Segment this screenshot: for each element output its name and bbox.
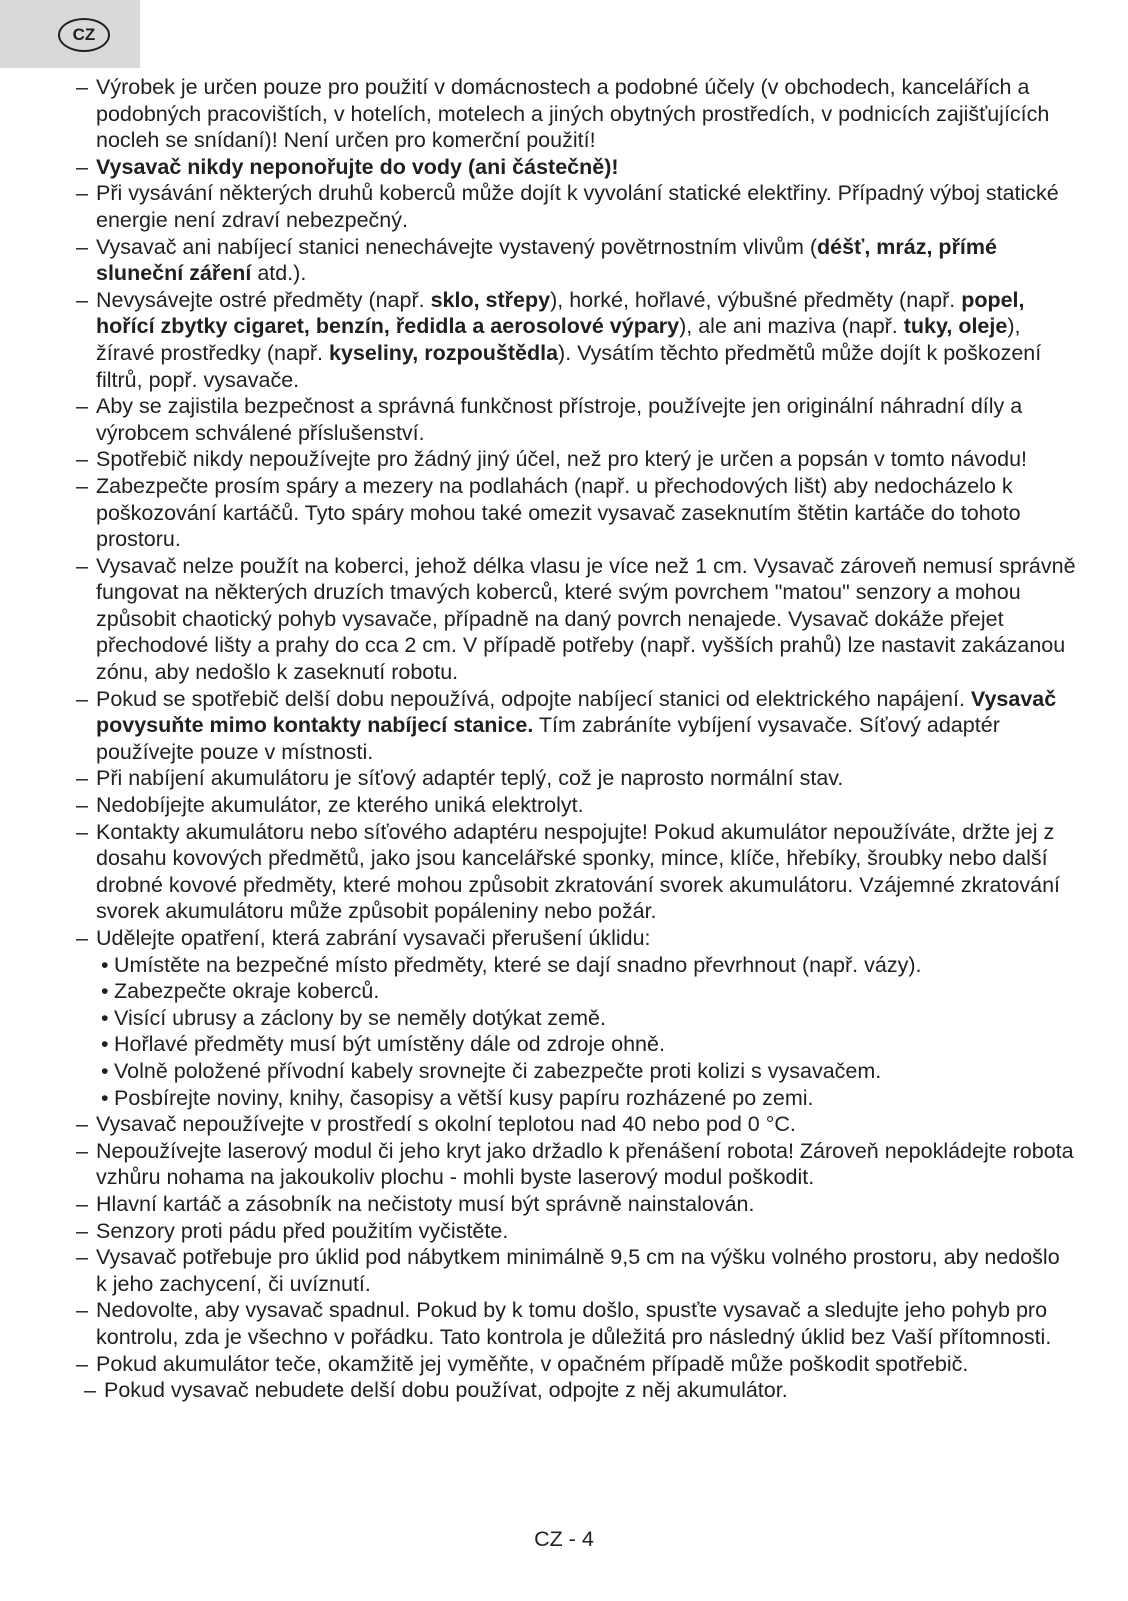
- list-item-text: Nepoužívejte laserový modul či jeho kryt jako držadlo k přenášení robota! Zároveň nepokládejte robota vzhůru nohama na jakoukoliv plochu - mohli byste laserový modul poškodit.: [96, 1138, 1074, 1190]
- list-item: [76, 792, 1076, 819]
- sub-list-item: [76, 978, 1076, 1005]
- list-item-text: Zabezpečte prosím spáry a mezery na podlahách (např. u přechodových lišt) aby nedocházelo k poškozování kartáčů. Tyto spáry mohou také omezit vysavač zaseknutím štětin kartáče do tohoto prostoru.: [96, 473, 1021, 552]
- dash-marker: –: [76, 819, 88, 844]
- dash-marker: –: [76, 473, 88, 498]
- list-item: [76, 1297, 1076, 1350]
- list-item: [76, 1351, 1076, 1378]
- list-item: [76, 180, 1076, 233]
- list-item: [76, 1111, 1076, 1138]
- dash-marker: –: [76, 1218, 88, 1243]
- dash-marker: –: [76, 1191, 88, 1216]
- sub-list-item-text: Umístěte na bezpečné místo předměty, které se dají snadno převrhnout (např. vázy).: [114, 952, 922, 977]
- bullet-marker: •: [101, 979, 109, 1004]
- sub-list-item-text: Hořlavé předměty musí být umístěny dále od zdroje ohně.: [114, 1032, 665, 1057]
- dash-marker: –: [76, 1112, 88, 1137]
- list-item: [76, 553, 1076, 686]
- dash-marker: –: [76, 234, 88, 259]
- list-item-text: Vysavač ani nabíjecí stanici nenechávejte vystavený povětrnostním vlivům (: [96, 234, 817, 259]
- sub-list-item: [76, 1031, 1076, 1058]
- bullet-marker: •: [101, 1058, 109, 1083]
- list-item-text: Výrobek je určen pouze pro použití v domácnostech a podobné účely (v obchodech, kancelářích a podobných pracovištích, v hotelích, motelech a jiných obytných prostředích, v podnicích zajišťujících nocleh se snídaní)! Není určen pro komerční použití!: [96, 75, 1050, 153]
- list-item-text: Spotřebič nikdy nepoužívejte pro žádný jiný účel, než pro který je určen a popsán v tomto návodu!: [96, 447, 1028, 472]
- sub-list-item: [76, 952, 1076, 979]
- list-item-text: Vysavač nelze použít na koberci, jehož délka vlasu je více než 1 cm. Vysavač zároveň nemusí správně fungovat na některých druzích tmavých koberců, které svým povrchem "matou" senzory a mohou způsobit chaotický pohyb vysavače, případně na daný povrch nenajede. Vysavač dokáže přejet přechodové lišty a prahy do cca 2 cm. V případě potřeby (např. vyšších prahů) lze nastavit zakázanou zónu, aby nedošlo k zaseknutí robotu.: [96, 553, 1076, 685]
- list-item-text: Tím zabráníte vybíjení vysavače. Síťový adaptér používejte pouze v místnosti.: [96, 713, 1000, 764]
- dash-marker: –: [76, 1138, 88, 1163]
- dash-marker: –: [84, 1378, 96, 1403]
- list-item: [76, 154, 1076, 181]
- list-item: [76, 1244, 1076, 1297]
- bullet-marker: •: [101, 1005, 109, 1030]
- list-item: [76, 446, 1076, 473]
- bold-text: kyseliny, rozpouštědla: [329, 340, 559, 365]
- list-item-text: Senzory proti pádu před použitím vyčistěte.: [96, 1218, 509, 1243]
- list-item: [76, 1218, 1076, 1245]
- list-item-text: Nevysávejte ostré předměty (např.: [96, 287, 431, 312]
- dash-marker: –: [76, 793, 88, 818]
- dash-marker: –: [76, 1351, 88, 1376]
- bold-text: Vysavač povysuňte mimo kontakty nabíjecí stanice.: [96, 686, 1057, 738]
- bullet-marker: •: [101, 952, 109, 977]
- dash-marker: –: [76, 1245, 88, 1270]
- list-item-text: Při nabíjení akumulátoru je síťový adaptér teplý, což je naprosto normální stav.: [96, 766, 844, 791]
- safety-instructions: [76, 74, 1076, 1404]
- list-item-text: Při vysávání některých druhů koberců může dojít k vyvolání statické elektřiny. Případný výboj statické energie není zdraví nebezpečný.: [96, 181, 1059, 232]
- sub-list-item-text: Zabezpečte okraje koberců.: [114, 979, 380, 1004]
- list-item-text: Udělejte opatření, která zabrání vysavači přerušení úklidu:: [96, 926, 651, 950]
- dash-marker: –: [76, 447, 88, 472]
- list-item-text: Pokud vysavač nebudete delší dobu používat, odpojte z něj akumulátor.: [104, 1378, 788, 1403]
- list-item: [76, 473, 1076, 553]
- list-item-text: ), ale ani maziva (např.: [679, 314, 904, 339]
- list-item: [76, 1377, 1076, 1404]
- language-badge: CZ: [58, 18, 110, 52]
- list-item-text: Vysavač nepoužívejte v prostředí s okolní teplotou nad 40 nebo pod 0 °C.: [96, 1112, 796, 1137]
- dash-marker: –: [76, 394, 88, 419]
- bold-text: Vysavač nikdy neponořujte do vody (ani částečně)!: [96, 154, 619, 179]
- dash-marker: –: [76, 75, 88, 99]
- instruction-list-continued: [76, 1111, 1076, 1377]
- sub-list-item-text: Posbírejte noviny, knihy, časopisy a větší kusy papíru rozházené po zemi.: [114, 1085, 814, 1110]
- list-item-text: Nedovolte, aby vysavač spadnul. Pokud by k tomu došlo, spusťte vysavač a sledujte jeho pohyb pro kontrolu, zda je všechno v pořádku. Tato kontrola je důležitá pro následný úklid bez Vaší přítomnosti.: [96, 1298, 1052, 1349]
- dash-marker: –: [76, 766, 88, 791]
- sub-list-item-text: Volně položené přívodní kabely srovnejte či zabezpečte proti kolizi s vysavačem.: [114, 1058, 882, 1083]
- bold-text: popel, hořící zbytky cigaret, benzín, ředidla a aerosolové výpary: [96, 287, 1025, 339]
- list-item-text: Kontakty akumulátoru nebo síťového adaptéru nespojujte! Pokud akumulátor nepoužíváte, držte jej z dosahu kovových předmětů, jako jsou kancelářské sponky, mince, klíče, hřebíky, šroubky nebo další drobné kovové předměty, které mohou způsobit zkratování svorek akumulátoru. Vzájemné zkratování svorek akumulátoru může způsobit popáleniny nebo požár.: [96, 819, 1061, 924]
- bold-text: déšť, mráz, přímé sluneční záření: [96, 234, 997, 286]
- sub-list-item: [76, 1085, 1076, 1112]
- sub-list-item: [76, 1005, 1076, 1032]
- dash-marker: –: [76, 926, 88, 950]
- dash-marker: –: [76, 686, 88, 711]
- list-item: [76, 234, 1076, 287]
- list-item: [76, 74, 1076, 154]
- bullet-marker: •: [101, 1085, 109, 1110]
- instruction-list: [76, 74, 1076, 952]
- dash-marker: –: [76, 1298, 88, 1323]
- bold-text: sklo, střepy: [430, 287, 551, 312]
- list-item-text: atd.).: [251, 261, 307, 286]
- list-item: [76, 393, 1076, 446]
- list-item-text: Nedobíjejte akumulátor, ze kterého uniká elektrolyt.: [96, 793, 584, 818]
- list-item: [76, 1191, 1076, 1218]
- list-item-text: ), žíravé prostředky (např.: [96, 314, 1021, 365]
- dash-marker: –: [76, 287, 88, 312]
- list-item: [76, 287, 1076, 393]
- list-item-text: Pokud akumulátor teče, okamžitě jej vyměňte, v opačném případě může poškodit spotřebič.: [96, 1351, 969, 1376]
- list-item: [76, 819, 1076, 925]
- page-number: CZ - 4: [534, 1527, 594, 1551]
- dash-marker: –: [76, 154, 88, 179]
- sub-list-item: [76, 1058, 1076, 1085]
- list-item-text: Pokud se spotřebič delší dobu nepoužívá, odpojte nabíjecí stanici od elektrického napájení.: [96, 686, 971, 711]
- list-item: [76, 765, 1076, 792]
- list-item-text: ), horké, hořlavé, výbušné předměty (např.: [550, 287, 962, 312]
- list-item-text: Aby se zajistila bezpečnost a správná funkčnost přístroje, používejte jen originální náhradní díly a výrobcem schválené příslušenství.: [96, 394, 1023, 445]
- precaution-sublist: [76, 952, 1076, 1112]
- bullet-marker: •: [101, 1032, 109, 1057]
- list-item: [76, 686, 1076, 766]
- list-item-text: ). Vysátím těchto předmětů může dojít k poškození filtrů, popř. vysavače.: [96, 340, 1042, 392]
- list-item-text: Vysavač potřebuje pro úklid pod nábytkem minimálně 9,5 cm na výšku volného prostoru, aby nedošlo k jeho zachycení, či uvíznutí.: [96, 1245, 1060, 1296]
- sub-list-item-text: Visící ubrusy a záclony by se neměly dotýkat země.: [114, 1005, 606, 1030]
- list-item: [76, 925, 1076, 952]
- list-item: [76, 1138, 1076, 1191]
- list-item-text: Hlavní kartáč a zásobník na nečistoty musí být správně nainstalován.: [96, 1191, 755, 1216]
- bold-text: tuky, oleje: [903, 314, 1008, 339]
- dash-marker: –: [76, 553, 88, 578]
- language-tab: [0, 0, 140, 68]
- dash-marker: –: [76, 181, 88, 206]
